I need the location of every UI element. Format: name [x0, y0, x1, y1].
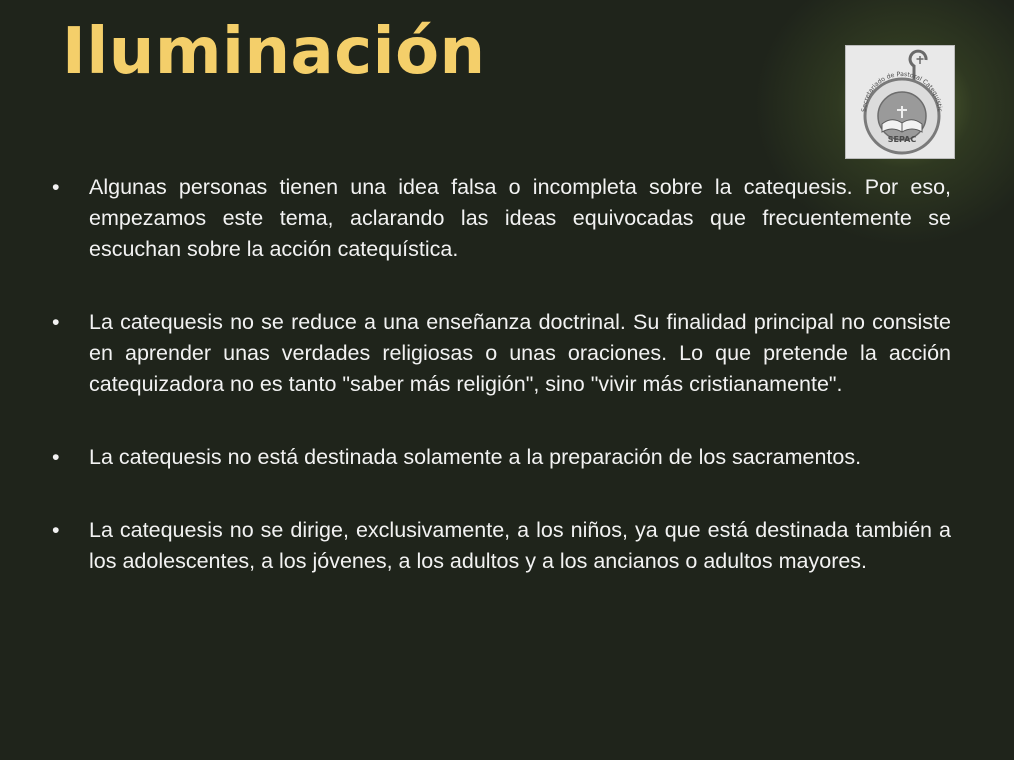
bullet-marker: •: [52, 518, 60, 542]
bullet-marker: •: [52, 310, 60, 334]
logo-abbreviation: SEPAC: [887, 135, 917, 144]
bullet-item: [48, 515, 951, 577]
bullet-item: [48, 442, 951, 473]
sepac-seal-icon: [846, 46, 954, 158]
bullet-list: [48, 172, 951, 577]
slide-title: Iluminación: [62, 15, 486, 89]
bullet-marker: •: [52, 175, 60, 199]
bullet-text: La catequesis no está destinada solamente a la preparación de los sacramentos.: [89, 445, 862, 469]
bullet-text: Algunas personas tienen una idea falsa o incompleta sobre la catequesis. Por eso, empezamos este tema, aclarando las ideas equivocadas que frecuentemente se escuchan sobre la acción catequística.: [89, 175, 951, 261]
logo-arc-text: Secretariado de Pastoral Catequístic: [860, 70, 944, 113]
sepac-logo: [845, 45, 955, 159]
bullet-marker: •: [52, 445, 60, 469]
bullet-text: La catequesis no se reduce a una enseñanza doctrinal. Su finalidad principal no consiste en aprender unas verdades religiosas o unas oraciones. Lo que pretende la acción catequizadora no es tanto "saber más religión", sino "vivir más cristianamente".: [89, 310, 951, 396]
bullet-text: La catequesis no se dirige, exclusivamente, a los niños, ya que está destinada también a los adolescentes, a los jóvenes, a los adultos y a los ancianos o adultos mayores.: [89, 518, 951, 573]
bullet-item: [48, 172, 951, 265]
bullet-item: [48, 307, 951, 400]
